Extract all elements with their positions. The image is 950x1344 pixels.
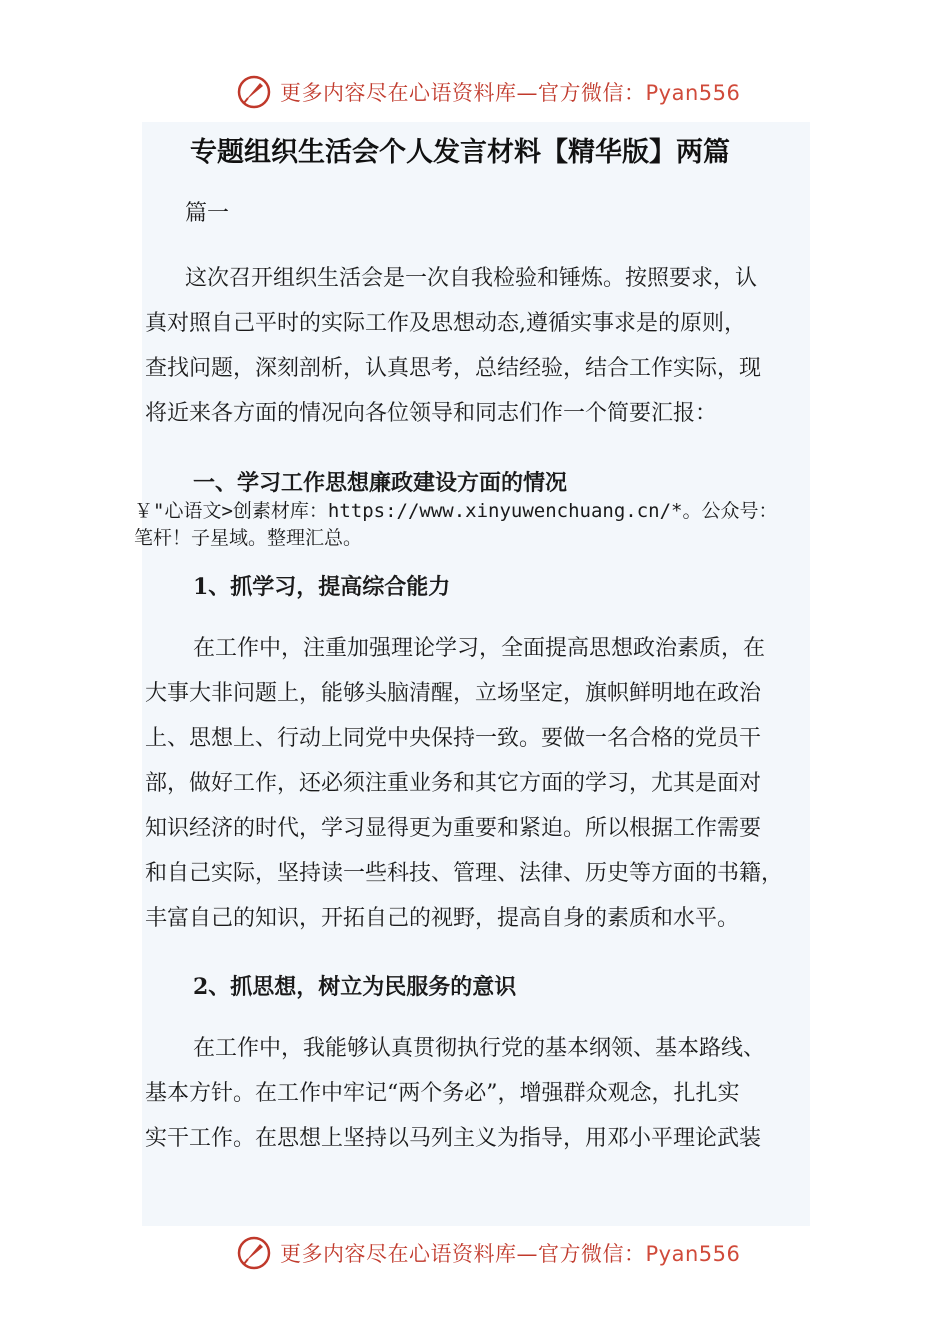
para1-line: 大事大非问题上，能够头脑清醒，立场坚定，旗帜鲜明地在政治 bbox=[145, 681, 762, 706]
subheading-2: 2、抓思想，树立为民服务的意识 bbox=[193, 974, 517, 1000]
para1-line: 在工作中，注重加强理论学习，全面提高思想政治素质，在 bbox=[193, 636, 766, 661]
intro-line: 查找问题，深刻剖析，认真思考，总结经验，结合工作实际，现 bbox=[145, 356, 762, 381]
para2-line: 实干工作。在思想上坚持以马列主义为指导，用邓小平理论武装 bbox=[145, 1126, 762, 1151]
banner-text: 更多内容尽在心语资料库—官方微信：Pyan556 bbox=[280, 1242, 741, 1266]
para2-line: 基本方针。在工作中牢记“两个务必”，增强群众观念，扎扎实 bbox=[145, 1081, 740, 1106]
para1-line: 知识经济的时代，学习显得更为重要和紧迫。所以根据工作需要 bbox=[145, 816, 762, 841]
heading-1: 一、学习工作思想廉政建设方面的情况 bbox=[193, 470, 568, 496]
watermark-line: ￥"心语文>创素材库：https://www.xinyuwenchuang.cn/*。公众号： bbox=[134, 500, 778, 522]
quill-logo-icon bbox=[236, 74, 272, 110]
quill-logo-icon bbox=[236, 1235, 272, 1271]
intro-line: 真对照自己平时的实际工作及思想动态,遵循实事求是的原则， bbox=[145, 311, 746, 336]
banner-text: 更多内容尽在心语资料库—官方微信：Pyan556 bbox=[280, 81, 741, 105]
section-label: 篇一 bbox=[185, 201, 230, 226]
para1-line: 和自己实际，坚持读一些科技、管理、法律、历史等方面的书籍， bbox=[145, 861, 784, 886]
header-banner bbox=[236, 72, 740, 112]
intro-line: 将近来各方面的情况向各位领导和同志们作一个简要汇报： bbox=[145, 401, 718, 426]
intro-line: 这次召开组织生活会是一次自我检验和锤炼。按照要求，认 bbox=[185, 266, 758, 291]
para1-line: 丰富自己的知识，开拓自己的视野，提高自身的素质和水平。 bbox=[145, 906, 740, 931]
para1-line: 部，做好工作，还必须注重业务和其它方面的学习，尤其是面对 bbox=[145, 771, 762, 796]
subheading-1: 1、抓学习，提高综合能力 bbox=[193, 574, 451, 600]
wechat-id: Pyan556 bbox=[645, 1242, 741, 1266]
para1-line: 上、思想上、行动上同党中央保持一致。要做一名合格的党员干 bbox=[145, 726, 762, 751]
document-title: 专题组织生活会个人发言材料【精华版】两篇 bbox=[190, 137, 730, 168]
watermark-line: 笔杆！子星域。整理汇总。 bbox=[134, 527, 363, 549]
wechat-id: Pyan556 bbox=[645, 81, 741, 105]
footer-banner bbox=[236, 1233, 740, 1273]
para2-line: 在工作中，我能够认真贯彻执行党的基本纲领、基本路线、 bbox=[193, 1036, 766, 1061]
